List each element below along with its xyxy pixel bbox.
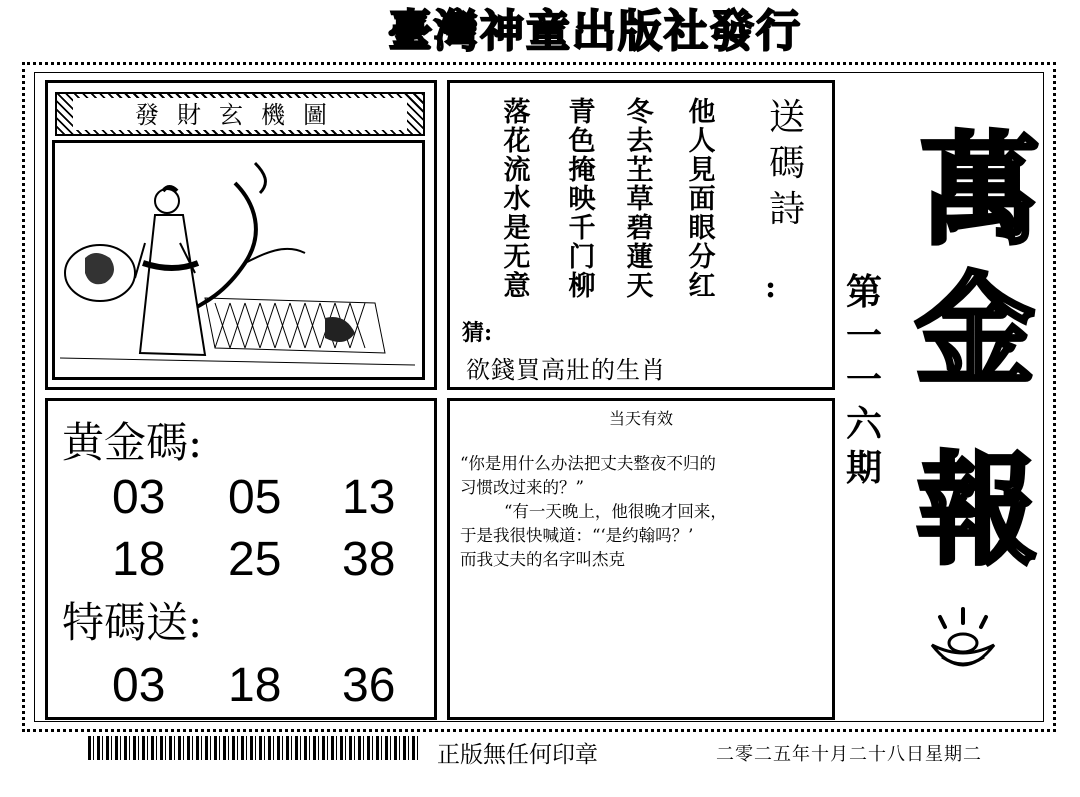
poem-line-3: 青色掩映千门柳 bbox=[568, 97, 596, 302]
gold-code-6: 38 bbox=[342, 533, 396, 586]
story-body bbox=[460, 452, 830, 572]
poem-line-2: 冬去芏草碧蓮天 bbox=[626, 97, 654, 302]
special-code-1: 03 bbox=[112, 659, 166, 712]
riddle-label: 猜: bbox=[462, 320, 493, 346]
gold-code-3: 13 bbox=[342, 471, 396, 524]
banner bbox=[55, 92, 425, 136]
barcode-strip bbox=[88, 736, 418, 760]
gold-code-5: 25 bbox=[228, 533, 282, 586]
special-code-3: 36 bbox=[342, 659, 396, 712]
story-line-5: 而我丈夫的名字叫杰克 bbox=[460, 550, 625, 569]
illustration-image bbox=[55, 143, 422, 377]
poem-line-1: 他人見面眼分红 bbox=[688, 97, 716, 302]
poem-line-4: 落花流水是无意 bbox=[503, 97, 531, 302]
story-line-1: “你是用什么办法把丈夫整夜不归的 bbox=[460, 454, 716, 473]
masthead-char-3: 報 bbox=[917, 440, 1037, 581]
issue-number: 第一一六期 bbox=[845, 271, 882, 489]
special-code-2: 18 bbox=[228, 659, 282, 712]
footer-notice: 正版無任何印章 bbox=[437, 742, 598, 768]
story-line-4: 于是我很快喊道：“‘是约翰吗？’ bbox=[460, 526, 694, 545]
gold-ingot-icon bbox=[928, 605, 998, 685]
masthead-char-1: 萬 bbox=[920, 120, 1040, 261]
gold-code-4: 18 bbox=[112, 533, 166, 586]
story-header: 当天有效 bbox=[608, 409, 673, 428]
gold-code-2: 05 bbox=[228, 471, 282, 524]
footer-date: 二零二五年十月二十八日星期二 bbox=[716, 744, 982, 765]
masthead-char-2: 金 bbox=[915, 260, 1035, 401]
banner-title: 發財玄機圖 bbox=[73, 98, 407, 130]
poem-title: 送碼詩 bbox=[768, 97, 805, 230]
fortune-illustration bbox=[52, 140, 425, 380]
publisher-title: 臺灣神童出版社發行 bbox=[388, 6, 802, 57]
story-line-2: 习惯改过来的？” bbox=[460, 478, 584, 497]
gold-code-1: 03 bbox=[112, 471, 166, 524]
poem-colon: : bbox=[765, 270, 777, 305]
special-codes-label: 特碼送: bbox=[62, 598, 203, 647]
riddle-text: 欲錢買高壯的生肖 bbox=[466, 356, 666, 384]
gold-codes-label: 黄金碼: bbox=[62, 418, 203, 467]
story-line-3: “有一天晚上，他很晚才回来， bbox=[504, 502, 727, 521]
